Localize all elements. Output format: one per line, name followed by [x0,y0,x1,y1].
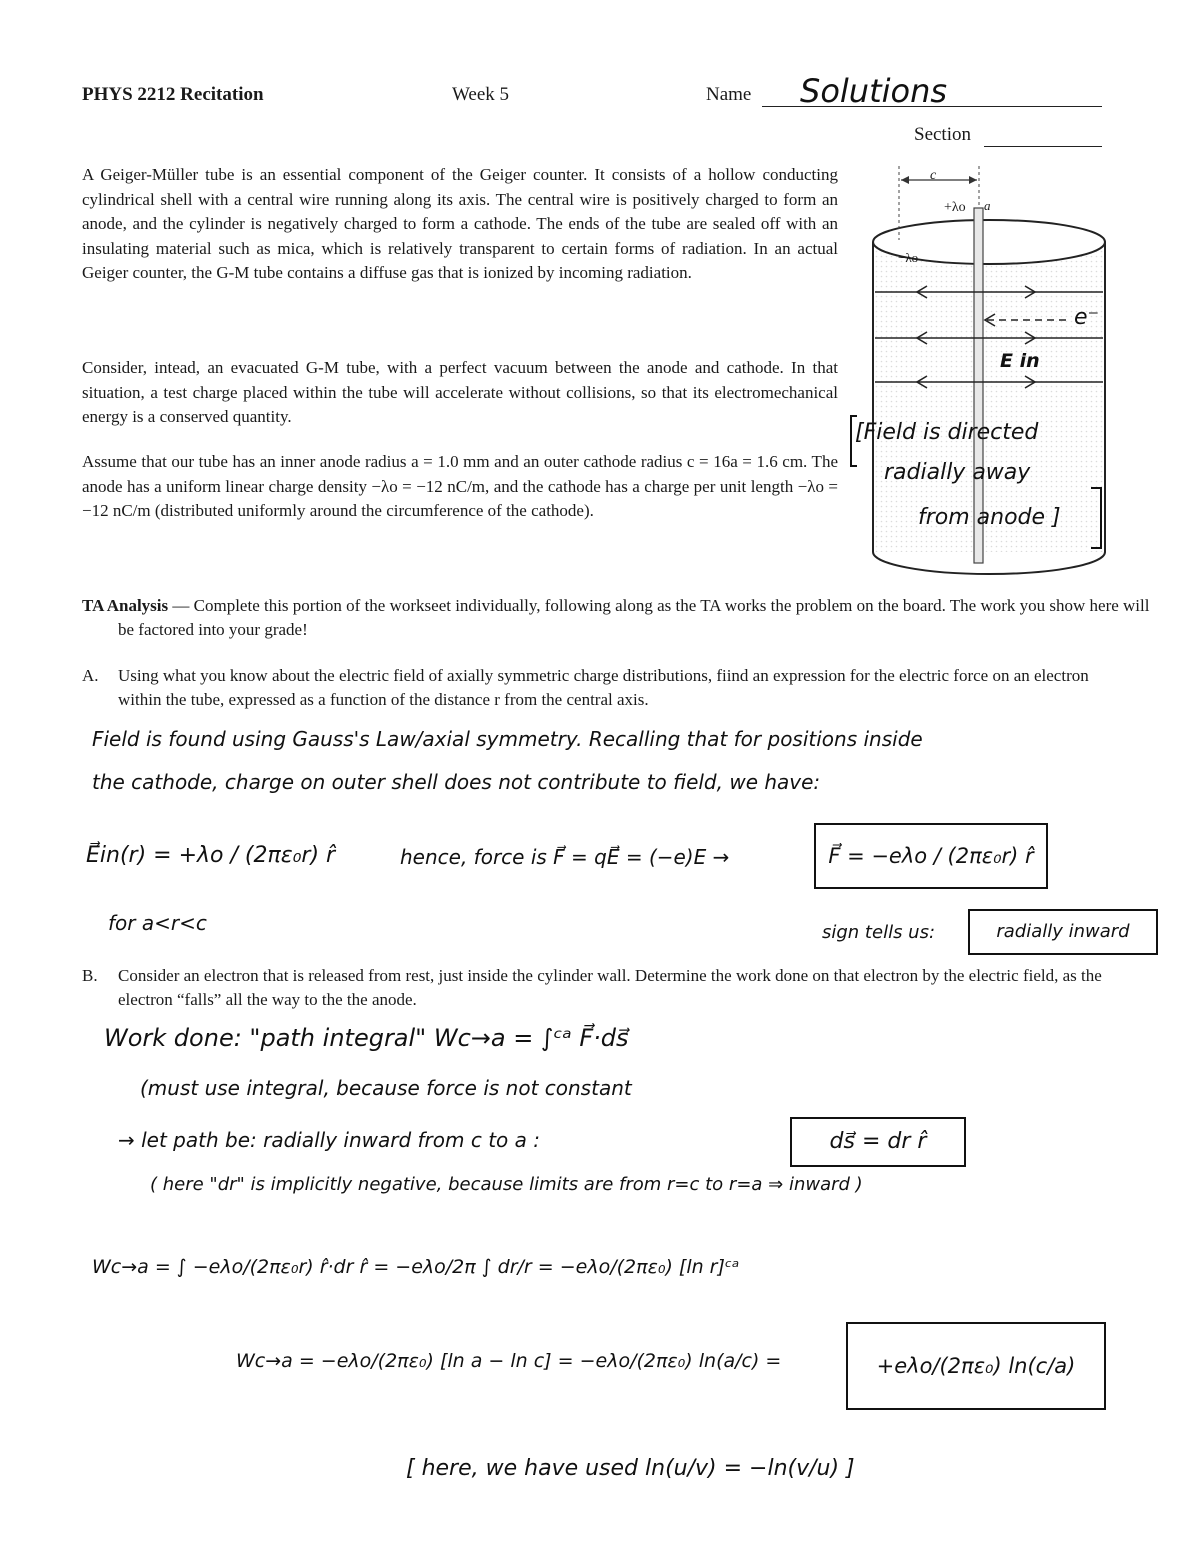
c-dimension-label: c [930,168,937,183]
name-label: Name [706,84,752,105]
log-identity-note: [ here, we have used ln(u/v) = −ln(v/u) ] [406,1456,855,1481]
answer-b-line3: → let path be: radially inward from c to a : [118,1128,540,1152]
name-value: Solutions [800,72,948,110]
question-a-text: Using what you know about the electric field of axially symmetric charge distributions, fiind an expression for the electric force on an electron within the tube, expressed as a function of the distance r from the central axis. [118,666,1089,709]
a-label: a [984,198,991,213]
answer-b-line4: ( here "dr" is implicitly negative, because limits are from r=c to r=a ⇒ inward ) [150,1174,863,1195]
field-label: E in [1000,350,1040,372]
answer-a-line2: the cathode, charge on outer shell does not contribute to field, we have: [92,770,821,794]
question-b-text: Consider an electron that is released from rest, just inside the cylinder wall. Determine the work done on that electron by the electric field, as the electron “falls” all the way to the the anode. [118,966,1102,1009]
intro-paragraph-3: Assume that our tube has an inner anode radius a = 1.0 mm and an outer cathode radius c = 16a = 1.6 cm. The anode has a uniform linear charge density −λo = −12 nC/m, and the cathode has a charge per unit length −λo = −12 nC/m (distributed uniformly around the circumference of the cathode). [82,452,838,520]
force-result-box: F⃗ = −eλo / (2πε₀r) r̂ [814,823,1048,889]
sign-label: sign tells us: [822,922,936,943]
anode-charge-label: +λo [944,200,966,215]
field-note-line3: from anode ] [918,505,1061,530]
section-label: Section [914,124,971,145]
answer-b-line1: Work done: "path integral" Wc→a = ∫ᶜᵃ F⃗·ds⃗ [104,1024,629,1052]
intro-paragraph-1: A Geiger-Müller tube is an essential component of the Geiger counter. It consists of a hollow conducting cylindrical shell with a central wire running along its axis. The central wire is positively charged to form an anode, and the cylinder is negatively charged to form a cathode. The ends of the tube are sealed off with an insulating material such as mica, which is relatively transparent to certain forms of radiation. In an actual Geiger counter, the G-M tube contains a diffuse gas that is ionized by incoming radiation. [82,165,838,282]
ta-text: — Complete this portion of the workseet individually, following along as the TA works the problem on the board. The work you show here will be factored into your grade! [118,596,1150,639]
intro-paragraph-2: Consider, intead, an evacuated G-M tube, with a perfect vacuum between the anode and cathode. In that situation, a test charge placed within the tube will accelerate without collisions, so that its electromechanical energy is a conserved quantity. [82,358,838,426]
work-equation-1: Wc→a = ∫ −eλo/(2πε₀r) r̂·dr r̂ = −eλo/2π ∫ dr/r = −eλo/(2πε₀) [ln r]ᶜᵃ [92,1256,740,1278]
range-note: for a<r<c [108,911,207,935]
sign-value-box: radially inward [968,909,1158,955]
electron-label: e⁻ [1074,305,1100,330]
field-note-line2: radially away [884,460,1031,485]
course-title: PHYS 2212 Recitation [82,84,264,105]
equation-hence: hence, force is F⃗ = qE⃗ = (−e)E → [400,845,730,869]
work-equation-2: Wc→a = −eλo/(2πε₀) [ln a − ln c] = −eλo/(2πε₀) ln(a/c) = [236,1350,782,1372]
answer-a-line1: Field is found using Gauss's Law/axial symmetry. Recalling that for positions inside [92,727,923,751]
ta-heading: TA Analysis [82,596,169,615]
ds-box: ds⃗ = dr r̂ [790,1117,966,1167]
question-b-letter: B. [82,966,98,985]
equation-e-field: E⃗in(r) = +λo / (2πε₀r) r̂ [86,843,336,868]
section-underline [984,146,1102,147]
question-a-letter: A. [82,666,99,685]
work-result-box: +eλo/(2πε₀) ln(c/a) [846,1322,1106,1410]
field-note-line1: [Field is directed [855,420,1039,445]
answer-b-line2: (must use integral, because force is not constant [140,1076,632,1100]
week-label: Week 5 [452,84,510,105]
ta-analysis [82,594,1158,642]
cathode-charge-label: −λo [898,250,919,265]
